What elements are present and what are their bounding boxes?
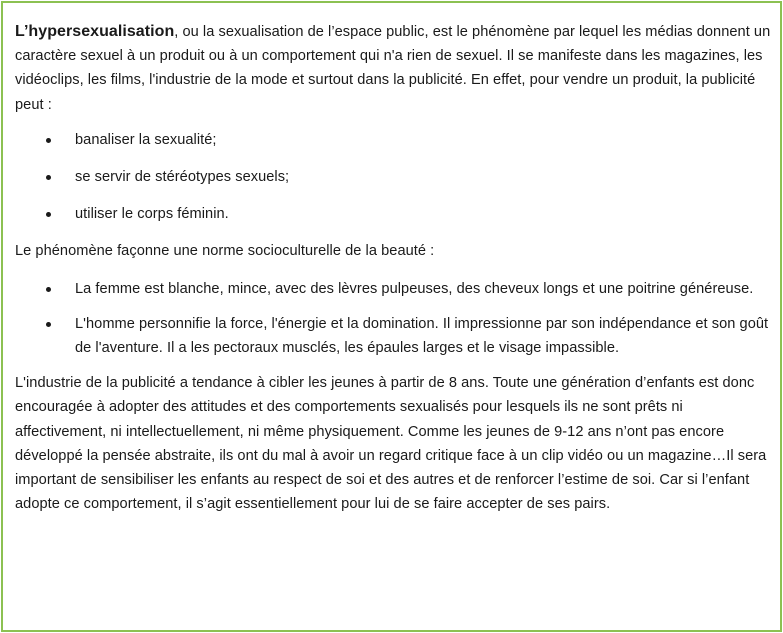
list-item: [15, 165, 773, 189]
pub-strategies-list: [15, 128, 773, 227]
intro-text: , ou la sexualisation de l’espace public, est le phénomène par lequel les médias donnent un caractère sexuel à un produit ou à un comportement qui n'a rien de sexuel. Il se manifeste dans les magazines, les vidéoclips, les films, l'industrie de la mode et surtout dans la publicité. En effet, pour vendre un produit, la publicité peut :: [15, 24, 771, 113]
norme-list: [15, 277, 773, 361]
list-item-text: banaliser la sexualité;: [75, 131, 217, 148]
bullet-icon: [46, 322, 51, 327]
norme-paragraph: Le phénomène façonne une norme socioculturelle de la beauté :: [15, 243, 435, 260]
conclusion-paragraph: L'industrie de la publicité a tendance à cibler les jeunes à partir de 8 ans. Toute une génération d’enfants est donc encouragée à adopter des attitudes et des comportements sexualisés pour lesquels ils ne sont prêts ni affectivement, ni intellectuellement, ni même physiquement. Comme les jeunes de 9-12 ans n’ont pas encore développé la pensée abstraite, ils ont du mal à avoir un regard critique face à un clip vidéo ou un magazine…Il sera important de sensibiliser les enfants au respect de soi et des autres et de renforcer l’estime de soi. Car si l’enfant adopte ce comportement, il s’agit essentiellement pour lui de se faire accepter de ses pairs.: [15, 375, 767, 513]
list-item-text: L'homme personnifie la force, l'énergie et la domination. Il impressionne par son indépendance et son goût de l'aventure. Il a les pectoraux musclés, les épaules larges et le visage impassible.: [75, 315, 769, 357]
bullet-icon: [46, 287, 51, 292]
list-item-text: utiliser le corps féminin.: [75, 206, 229, 223]
document-body: [15, 20, 773, 522]
intro-paragraph: [15, 20, 773, 117]
list-item: [15, 202, 773, 226]
bullet-icon: [46, 138, 51, 143]
list-item-text: se servir de stéréotypes sexuels;: [75, 169, 290, 186]
text-box-frame: [1, 1, 782, 632]
list-item: [15, 128, 773, 152]
bullet-icon: [46, 175, 51, 180]
list-item-text: La femme est blanche, mince, avec des lèvres pulpeuses, des cheveux longs et une poitrine généreuse.: [75, 280, 754, 297]
bullet-icon: [46, 212, 51, 217]
intro-term: L’hypersexualisation: [15, 23, 175, 40]
list-item: [15, 277, 773, 301]
list-item: [15, 312, 773, 360]
